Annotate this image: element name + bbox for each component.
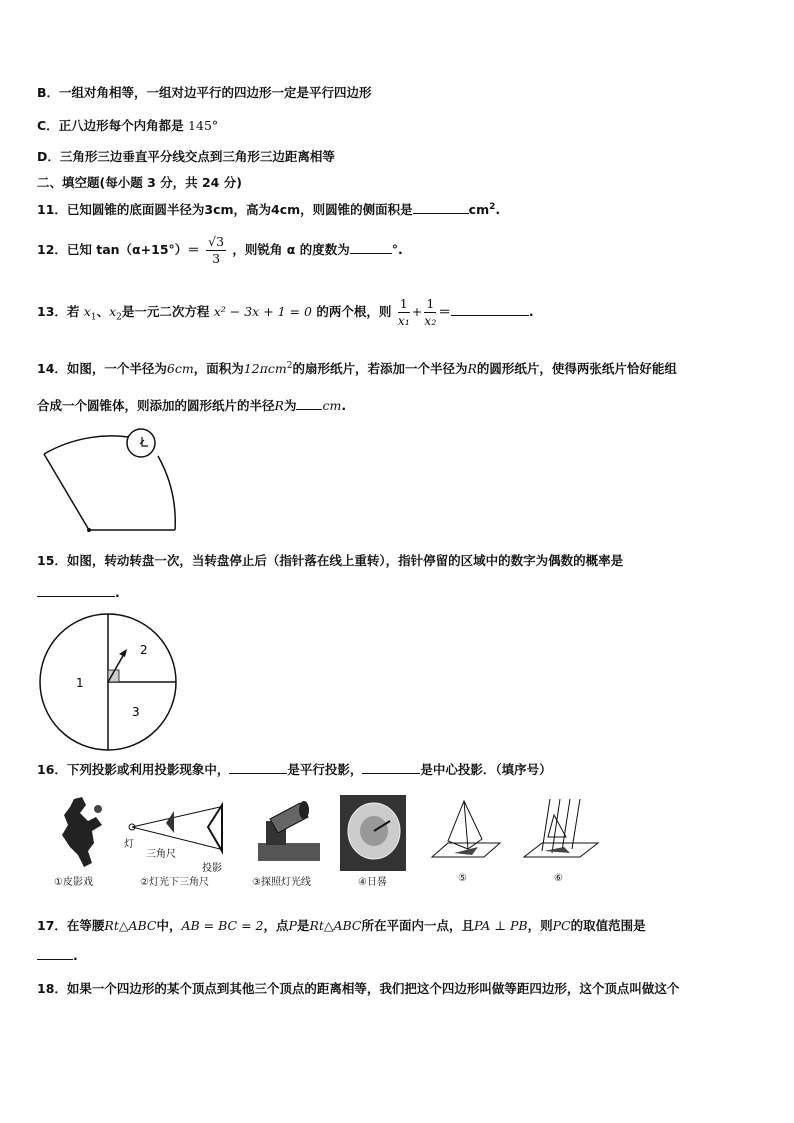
q17-text-c: ，点 xyxy=(263,918,289,933)
q13-plus: + xyxy=(411,304,423,319)
option-d: D．三角形三边垂直平分线交点到三角形三边距离相等 xyxy=(37,149,335,164)
question-17 xyxy=(37,916,646,934)
puppet-head xyxy=(94,805,102,813)
triangle-shadow xyxy=(208,805,222,851)
q17-text-b: 中， xyxy=(156,918,182,933)
q14-text-f: 为 xyxy=(283,398,297,413)
q13-end: . xyxy=(528,304,534,319)
option-c-value: 145° xyxy=(188,118,219,133)
sector-vertex xyxy=(87,528,91,532)
q12-denominator: 3 xyxy=(212,251,221,266)
q17-triangle-2: Rt△ABC xyxy=(309,918,362,933)
sector-figure xyxy=(36,424,186,536)
q14-area-exp: 2 xyxy=(286,360,293,371)
caption-4: ④日晷 xyxy=(358,877,387,888)
q13-frac1-num: 1 xyxy=(398,296,410,313)
spinner-label-1: 1 xyxy=(76,676,84,690)
pyramid-image-6 xyxy=(520,797,602,871)
projection-images xyxy=(40,795,620,890)
q11-exp: 2 xyxy=(489,201,496,212)
q13-x2-sub: 2 xyxy=(116,312,122,323)
question-11 xyxy=(37,200,500,218)
q11-end: . xyxy=(495,202,501,217)
ray-2 xyxy=(552,799,560,853)
q14-text-c: 的扇形纸片，若添加一个半径为 xyxy=(292,361,468,376)
q11-text: 11．已知圆锥的底面圆半径为3cm，高为4cm，则圆锥的侧面积是 xyxy=(37,202,413,217)
q13-sep: 、 xyxy=(96,304,110,319)
sector-arc-left xyxy=(44,436,140,454)
q13-equals: ＝ xyxy=(438,304,451,319)
q17-equation: AB = BC = 2 xyxy=(181,918,264,933)
q13-x2: x xyxy=(109,304,117,319)
pyramid6-shadow xyxy=(544,847,570,853)
q14-text-d: 的圆形纸片，使得两张纸片恰好能组 xyxy=(476,361,677,376)
searchlight-image xyxy=(248,797,328,869)
q16-blank-2 xyxy=(362,761,420,774)
q12-text-b: ，则锐角 α 的度数为 xyxy=(232,242,350,257)
q12-numerator: √3 xyxy=(208,234,225,249)
option-c-text: C．正八边形每个内角都是 xyxy=(37,118,184,133)
caption-2: ②灯光下三角尺 xyxy=(140,877,209,888)
lamp-label: 灯 xyxy=(124,839,134,850)
q13-frac2-den: x₂ xyxy=(424,313,437,328)
caption-1: ①皮影戏 xyxy=(54,877,93,888)
question-14-line-2 xyxy=(37,396,346,414)
q14-unit: cm xyxy=(322,398,342,413)
question-13 xyxy=(37,296,534,329)
caption-6: ⑥ xyxy=(554,873,563,884)
q13-equation: x² − 3x + 1 = 0 xyxy=(213,304,312,319)
q13-frac2-num: 1 xyxy=(424,296,436,313)
q17-perpendicular: PA ⊥ PB xyxy=(474,918,528,933)
q16-text: 16．下列投影或利用投影现象中， xyxy=(37,762,230,777)
q13-text-c: 的两个根，则 xyxy=(316,304,392,319)
spinner-label-3: 3 xyxy=(132,705,140,719)
q17-point-p: P xyxy=(288,918,297,933)
sundial-image xyxy=(340,795,406,871)
pyramid-image-5 xyxy=(428,797,503,871)
ray-bottom xyxy=(132,827,220,849)
q15-blank xyxy=(37,584,115,597)
q12-blank xyxy=(350,241,392,254)
question-18: 18．如果一个四边形的某个顶点到其他三个顶点的距离相等，我们把这个四边形叫做等距四边形，这个顶点叫做这个 xyxy=(37,981,680,996)
question-14-line-1 xyxy=(37,359,677,377)
q11-unit: cm xyxy=(468,202,490,217)
q17-text-g: 的取值范围是 xyxy=(570,918,646,933)
spinner-label-2: 2 xyxy=(140,643,148,657)
q14-blank xyxy=(296,397,322,410)
question-15: 15．如图，转动转盘一次，当转盘停止后（指针落在线上重转），指针停留的区域中的数字为偶数的概率是 xyxy=(37,553,624,568)
shadow-label: 投影 xyxy=(202,863,222,874)
sector-arc-right xyxy=(158,456,175,530)
pointer-arrowhead xyxy=(119,649,127,657)
q16-text-c: 是中心投影．（填序号） xyxy=(420,762,552,777)
searchlight-base xyxy=(258,843,320,861)
question-12 xyxy=(37,234,403,267)
q17-text-e: 所在平面内一点，且 xyxy=(361,918,475,933)
q12-text: 12．已知 tan（α+15°）＝ xyxy=(37,242,200,257)
q17-pc: PC xyxy=(552,918,571,933)
q15-end: . xyxy=(115,585,120,600)
q12-end: °. xyxy=(391,242,403,257)
q14-R2: R xyxy=(274,398,284,413)
option-c xyxy=(37,116,218,134)
q17-text-d: 是 xyxy=(296,918,310,933)
q17-end: . xyxy=(73,948,78,963)
caption-5: ⑤ xyxy=(458,873,467,884)
q13-x1-sub: 1 xyxy=(90,312,97,323)
question-15-answer xyxy=(37,584,120,600)
q14-R: R xyxy=(467,361,477,376)
q16-blank-1 xyxy=(229,761,287,774)
searchlight-lens xyxy=(299,801,309,819)
q14-area: 12πcm xyxy=(243,361,287,376)
q14-text: 14．如图，一个半径为 xyxy=(37,361,167,376)
q17-triangle: Rt△ABC xyxy=(104,918,157,933)
triangle-ruler xyxy=(166,811,174,833)
ray-4 xyxy=(572,799,580,849)
ray-top xyxy=(132,807,220,827)
section-heading: 二、填空题(每小题 3 分，共 24 分) xyxy=(37,175,242,190)
q13-frac1-den: x₁ xyxy=(397,313,410,328)
q13-x1: x xyxy=(83,304,91,319)
option-b: B．一组对角相等，一组对边平行的四边形一定是平行四边形 xyxy=(37,85,372,100)
q13-text-b: 是一元二次方程 xyxy=(121,304,210,319)
sector-radius xyxy=(44,454,89,530)
caption-3: ③探照灯光线 xyxy=(252,877,311,888)
q13-fraction-2 xyxy=(424,296,436,329)
spinner-figure xyxy=(36,610,182,756)
q17-blank xyxy=(37,947,73,960)
question-16 xyxy=(37,760,552,778)
lamp-triangle-image xyxy=(122,799,227,877)
q14-text-e: 合成一个圆锥体，则添加的圆形纸片的半径 xyxy=(37,398,275,413)
q16-text-b: 是平行投影， xyxy=(287,762,363,777)
q17-text-f: ，则 xyxy=(527,918,553,933)
ruler-label: 三角尺 xyxy=(146,849,176,860)
q13-text: 13．若 xyxy=(37,304,80,319)
q17-text: 17．在等腰 xyxy=(37,918,105,933)
q14-text-b: ，面积为 xyxy=(193,361,244,376)
q13-blank xyxy=(451,303,529,316)
question-17-answer xyxy=(37,947,78,963)
q14-radius: 6cm xyxy=(166,361,194,376)
q14-end: . xyxy=(341,398,347,413)
q13-fraction-1 xyxy=(398,296,410,329)
shadow-puppet-image xyxy=(52,795,112,871)
q12-fraction xyxy=(206,234,226,267)
q11-blank xyxy=(413,201,469,214)
